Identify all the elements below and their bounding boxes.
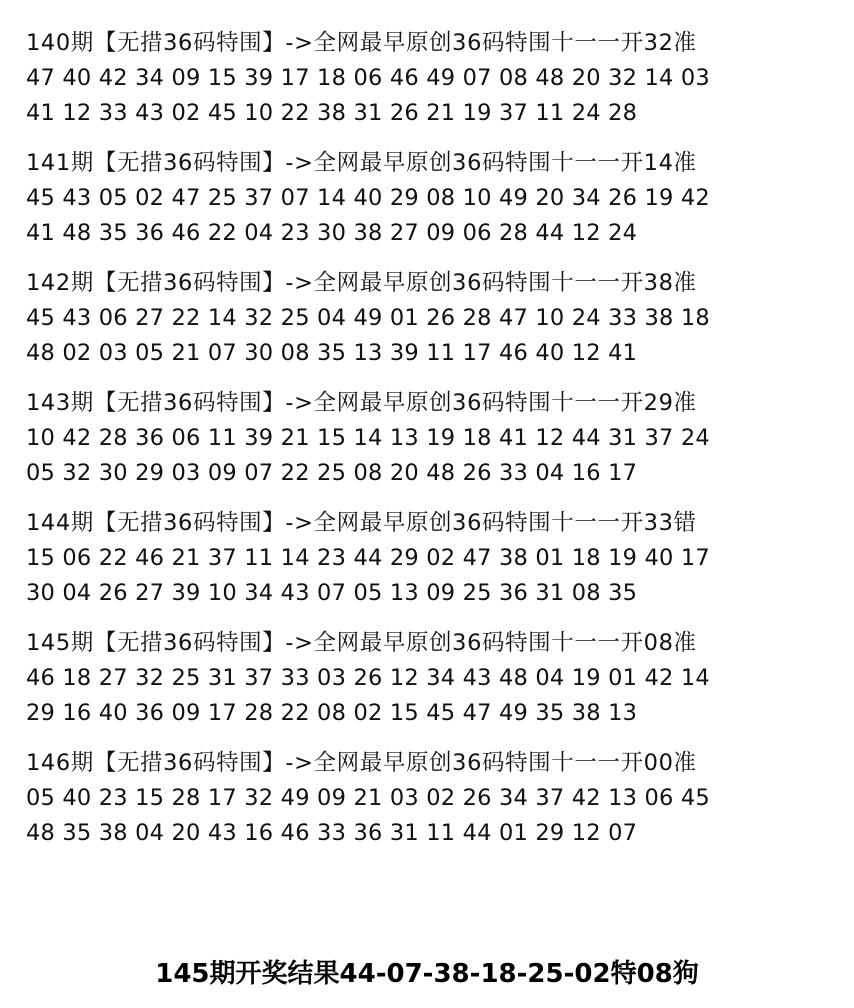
period-block-142 bbox=[26, 266, 836, 371]
period-block-145 bbox=[26, 626, 836, 731]
period-block-144 bbox=[26, 506, 836, 611]
period-title: 145期【无措36码特围】->全网最早原创36码特围十一一开08准 bbox=[26, 630, 697, 656]
numbers-line: 15 06 22 46 21 37 11 14 23 44 29 02 47 38 01 18 19 40 17 bbox=[26, 545, 710, 571]
numbers-line: 29 16 40 36 09 17 28 22 08 02 15 45 47 49 35 38 13 bbox=[26, 700, 638, 726]
numbers-line: 45 43 05 02 47 25 37 07 14 40 29 08 10 49 20 34 26 19 42 bbox=[26, 185, 710, 211]
numbers-line: 41 48 35 36 46 22 04 23 30 38 27 09 06 28 44 12 24 bbox=[26, 220, 638, 246]
numbers-line: 48 35 38 04 20 43 16 46 33 36 31 11 44 01 29 12 07 bbox=[26, 820, 638, 846]
period-title: 142期【无措36码特围】->全网最早原创36码特围十一一开38准 bbox=[26, 270, 697, 296]
period-title: 144期【无措36码特围】->全网最早原创36码特围十一一开33错 bbox=[26, 510, 697, 536]
period-title: 146期【无措36码特围】->全网最早原创36码特围十一一开00准 bbox=[26, 750, 697, 776]
numbers-line: 05 32 30 29 03 09 07 22 25 08 20 48 26 33 04 16 17 bbox=[26, 460, 638, 486]
period-title: 143期【无措36码特围】->全网最早原创36码特围十一一开29准 bbox=[26, 390, 697, 416]
numbers-line: 48 02 03 05 21 07 30 08 35 13 39 11 17 46 40 12 41 bbox=[26, 340, 638, 366]
period-title: 140期【无措36码特围】->全网最早原创36码特围十一一开32准 bbox=[26, 30, 697, 56]
period-block-141 bbox=[26, 146, 836, 251]
numbers-line: 47 40 42 34 09 15 39 17 18 06 46 49 07 08 48 20 32 14 03 bbox=[26, 65, 710, 91]
period-block-140 bbox=[26, 26, 836, 131]
numbers-line: 45 43 06 27 22 14 32 25 04 49 01 26 28 47 10 24 33 38 18 bbox=[26, 305, 710, 331]
numbers-line: 46 18 27 32 25 31 37 33 03 26 12 34 43 48 04 19 01 42 14 bbox=[26, 665, 710, 691]
numbers-line: 30 04 26 27 39 10 34 43 07 05 13 09 25 36 31 08 35 bbox=[26, 580, 638, 606]
period-block-143 bbox=[26, 386, 836, 491]
numbers-line: 10 42 28 36 06 11 39 21 15 14 13 19 18 41 12 44 31 37 24 bbox=[26, 425, 710, 451]
draw-result-footer: 145期开奖结果44-07-38-18-25-02特08狗 bbox=[155, 959, 699, 989]
period-list bbox=[26, 26, 836, 866]
period-title: 141期【无措36码特围】->全网最早原创36码特围十一一开14准 bbox=[26, 150, 697, 176]
period-block-146 bbox=[26, 746, 836, 851]
numbers-line: 05 40 23 15 28 17 32 49 09 21 03 02 26 34 37 42 13 06 45 bbox=[26, 785, 710, 811]
numbers-line: 41 12 33 43 02 45 10 22 38 31 26 21 19 37 11 24 28 bbox=[26, 100, 638, 126]
